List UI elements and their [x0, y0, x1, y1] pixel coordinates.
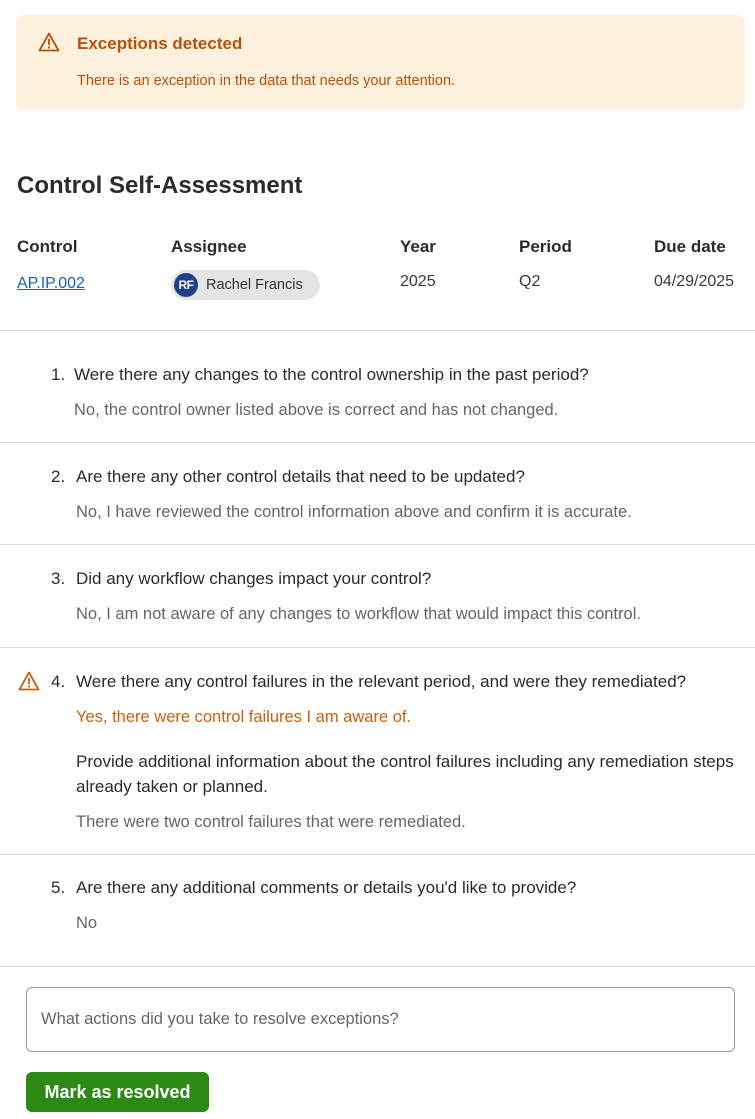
period-value: Q2: [519, 273, 541, 290]
followup-answer: There were two control failures that were remediated.: [76, 813, 466, 831]
alert-title: Exceptions detected: [77, 34, 243, 53]
control-column: [17, 236, 85, 292]
question-text: Did any workflow changes impact your control?: [76, 569, 432, 588]
warning-triangle-icon: [38, 32, 60, 52]
followup-question: Provide additional information about the control failures including any remediation steps already taken or planned.: [76, 752, 734, 796]
question-number: 5.: [51, 878, 66, 897]
due-date-value: 04/29/2025: [654, 273, 735, 290]
question-answer-flagged: Yes, there were control failures I am aware of.: [76, 708, 412, 726]
assignee-name: Rachel Francis: [206, 277, 303, 293]
period-label: Period: [519, 237, 572, 256]
question-text: Were there any changes to the control ownership in the past period?: [74, 365, 589, 384]
assignee-column: [171, 236, 303, 293]
year-label: Year: [400, 237, 436, 256]
exceptions-alert: [16, 15, 745, 110]
question-answer: No, I am not aware of any changes to workflow that would impact this control.: [76, 605, 641, 623]
question-number: 4.: [51, 672, 66, 691]
divider: [0, 966, 755, 967]
due-date-label: Due date: [654, 237, 726, 256]
question-answer: No, the control owner listed above is correct and has not changed.: [74, 401, 559, 419]
resolution-actions-input[interactable]: [26, 987, 735, 1052]
due-date-column: [654, 236, 735, 290]
alert-message: There is an exception in the data that needs your attention.: [77, 73, 456, 89]
year-value: 2025: [400, 273, 436, 290]
question-item-flagged: [0, 648, 755, 854]
page-title: Control Self-Assessment: [17, 172, 303, 199]
question-text: Were there any control failures in the relevant period, and were they remediated?: [76, 672, 687, 691]
control-id-link[interactable]: AP.IP.002: [17, 275, 85, 292]
question-number: 3.: [51, 569, 66, 588]
question-item: [0, 545, 755, 647]
warning-triangle-icon: [18, 671, 40, 691]
assignee-chip[interactable]: [171, 270, 320, 300]
question-item: [0, 855, 755, 966]
question-item: [0, 331, 755, 442]
year-column: [400, 236, 436, 290]
mark-as-resolved-button[interactable]: Mark as resolved: [26, 1072, 209, 1112]
assignee-label: Assignee: [171, 237, 247, 256]
control-label: Control: [17, 237, 78, 256]
period-column: [519, 236, 572, 290]
question-text: Are there any additional comments or details you'd like to provide?: [76, 878, 577, 897]
avatar: RF: [174, 273, 198, 297]
question-answer: No: [76, 914, 98, 932]
question-number: 2.: [51, 467, 66, 486]
question-answer: No, I have reviewed the control information above and confirm it is accurate.: [76, 503, 632, 521]
question-text: Are there any other control details that need to be updated?: [76, 467, 525, 486]
question-item: [0, 443, 755, 544]
question-number: 1.: [51, 365, 66, 384]
